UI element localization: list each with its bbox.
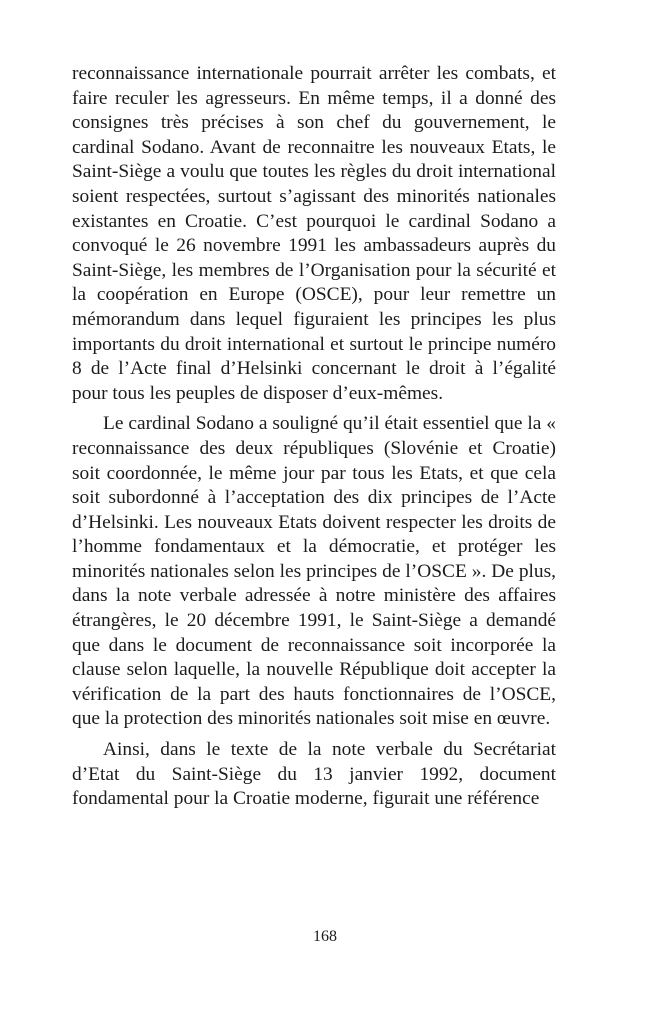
- paragraph-1: reconnaissance internationale pourrait arrêter les combats, et faire reculer les agresseurs. En même temps, il a donné des consignes très précises à son chef du gouvernement, le cardinal Sodano. Avant de reconnaitre les nouveaux Etats, le Saint-Siège a voulu que toutes les règles du droit international soient respectées, surtout s’agissant des minorités nationales existantes en Croatie. C’est pourquoi le cardinal Sodano a convoqué le 26 novembre 1991 les ambassadeurs auprès du Saint-Siège, les membres de l’Organisation pour la sécurité et la coopération en Europe (OSCE), pour leur remettre un mémorandum dans lequel figuraient les principes les plus importants du droit international et surtout le principe numéro 8 de l’Acte final d’Helsinki concernant le droit à l’égalité pour tous les peuples de disposer d’eux-mêmes.: [72, 63, 556, 404]
- body-text: [72, 62, 556, 812]
- page-number: 168: [313, 928, 337, 945]
- paragraph-3: Ainsi, dans le texte de la note verbale du Secrétariat d’Etat du Saint-Siège du 13 janvier 1992, document fondamental pour la Croatie moderne, figurait une référence: [72, 739, 556, 810]
- paragraph-2: Le cardinal Sodano a souligné qu’il était essentiel que la « reconnaissance des deux républiques (Slovénie et Croatie) soit coordonnée, le même jour par tous les Etats, et que cela soit subordonné à l’acceptation des dix principes de l’Acte d’Helsinki. Les nouveaux Etats doivent respecter les droits de l’homme fondamentaux et la démocratie, et protéger les minorités nationales selon les principes de l’OSCE ». De plus, dans la note verbale adressée à notre ministère des affaires étrangères, le 20 décembre 1991, le Saint-Siège a demandé que dans le document de reconnaissance soit incorporée la clause selon laquelle, la nouvelle République doit accepter la vérification de la part des hauts fonctionnaires de l’OSCE, que la protection des minorités nationales soit mise en œuvre.: [72, 413, 556, 730]
